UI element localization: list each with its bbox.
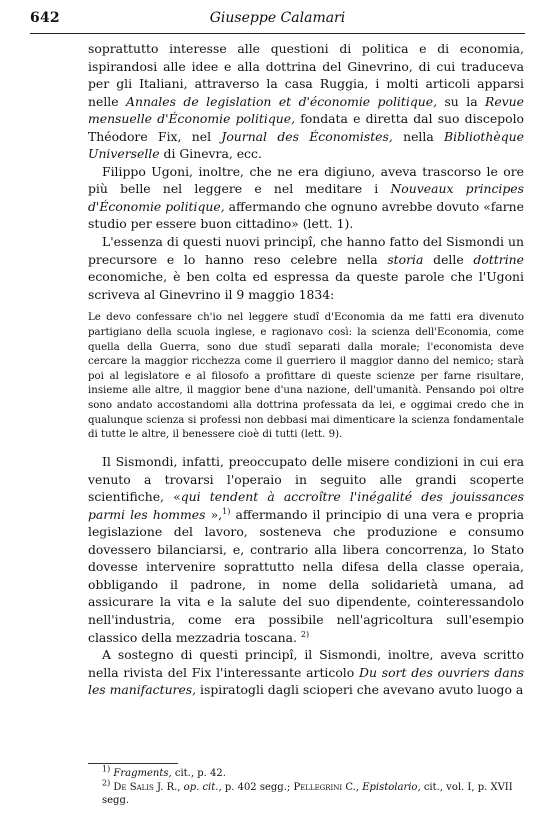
footnote-ref-1[interactable]: 1): [222, 506, 231, 516]
running-head: Giuseppe Calamari: [209, 10, 346, 26]
block-quote: Le devo confessare ch'io nel leggere studî d'Economia da me fatti era divenuto partigiano della scuola inglese, e ragionavo così: la scienza dell'Economia, come quella della Guerra, sono due studî separati dalla morale; l'economista deve cercare la maggior ricchezza come il guerriero il maggior danno del nemico; starà poi al legislatore e al filosofo a profittare di queste scienze per farne risultare, insieme alle altre, il maggior bene d'una nazione, dell'umanità. Pensando poi oltre sono andato accostandomi alla dottrina professata da lei, e oggimai credo che in qualunque scienza si professi non debbasi mai dimenticare la scienza fondamentale di tutte le altre, il benessere cioè di tutti (lett. 9).: [88, 312, 524, 441]
paragraph-3: L'essenza di questi nuovi principî, che hanno fatto del Sismondi un precursore e lo hanno reso celebre nella storia delle dottrine economiche, è ben colta ed espressa da queste parole che l'Ugoni scriveva al Ginevrino il 9 maggio 1834:: [88, 234, 524, 302]
header-rule: [30, 33, 525, 34]
page-header: [30, 10, 525, 32]
paragraph-4: Il Sismondi, infatti, preoccupato delle misere condizioni in cui era venuto a trovarsi l'operaio in seguito alle grandi scoperte scientifiche, «qui tendent à accroître l'inégalité des jouissances parmi les hommes »,$^{1)}$ affermando il principio di una vera e propria legislazione del lavoro, sosteneva che produzione e consumo dovessero bilanciarsi, e, contrario alla libera concorrenza, lo Stato dovesse intervenire soprattutto nella difesa della classe operaia, obbligando il padrone, in nome della solidarietà umana, ad assicurare la vita e la salute del suo dipendente, cointeressandolo nell'industria, come era possibile nell'agricoltura sull'esempio classico della mezzadria toscana. $^{2)}$: [88, 454, 524, 645]
page-number: 642: [30, 10, 60, 26]
footnote-2: $^{2)}$ De Salis J. R., op. cit., p. 402 segg.; Pellegrini C., Epistolario, cit., vol. I, p. XVII segg.: [102, 778, 513, 807]
main-text: [88, 40, 524, 699]
paragraph-2: Filippo Ugoni, inoltre, che ne era digiuno, aveva trascorso le ore più belle nel leggere e nel meditare i Nouveaux principes d'Économie politique, affermando che ognuno avrebbe dovuto «farne studio per essere buon cittadino» (lett. 1).: [88, 163, 524, 232]
footnotes: [88, 764, 524, 808]
footnote-ref-2[interactable]: 2): [300, 629, 310, 639]
paragraph-5: A sostegno di questi principî, il Sismondi, inoltre, aveva scritto nella rivista del Fix l'interessante articolo Du sort des ouvriers dans les manifactures, ispiratogli dagli scioperi che avevano avuto luogo a: [88, 647, 524, 698]
footnote-1: $^{1)}$ Fragments, cit., p. 42.: [102, 764, 226, 779]
paragraph-1: soprattutto interesse alle questioni di politica e di economia, ispirandosi alle idee e alla dottrina del Ginevrino, di cui traduceva per gli Italiani, attraverso la casa Ruggia, i molti articoli apparsi nelle Annales de legislation et d'économie politique, su la Revue mensuelle d'Économie politique, fondata e diretta dal suo discepolo Théodore Fix, nel Journal des Économistes, nella Bibliothèque Universelle di Ginevra, ecc.: [88, 41, 524, 162]
